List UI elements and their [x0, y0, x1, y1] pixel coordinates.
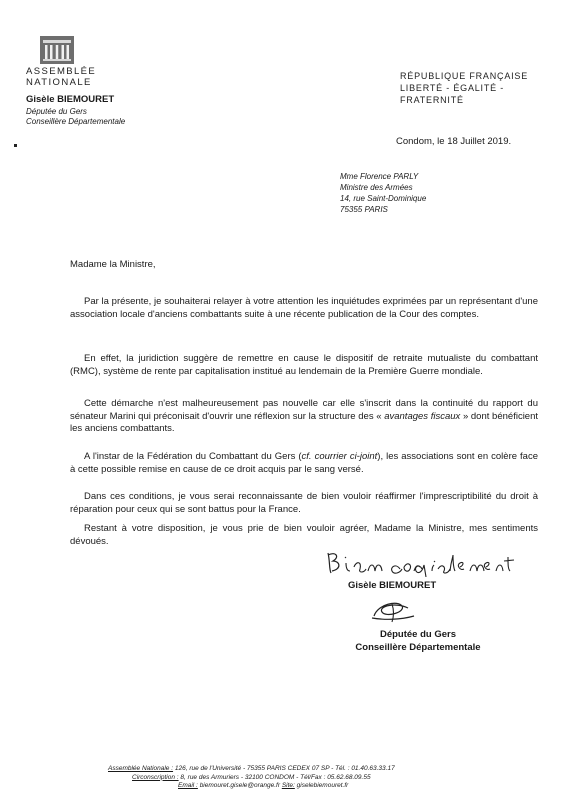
signature-mark [368, 598, 418, 624]
assembly-name: ASSEMBLÉE NATIONALE [26, 66, 97, 88]
signatory-name: Gisèle BIEMOURET [348, 580, 437, 591]
assemblee-nationale-logo [40, 36, 74, 64]
salutation: Madame la Ministre, [70, 259, 156, 270]
letter-date: Condom, le 18 Juillet 2019. [396, 136, 512, 147]
deputy-name: Gisèle BIEMOURET [26, 94, 115, 105]
handwritten-closing [324, 549, 524, 577]
paragraph-6: Restant à votre disposition, je vous prie de bien vouloir agréer, Madame la Ministre, mes sentiments dévoués. [70, 523, 538, 547]
republic-header: RÉPUBLIQUE FRANÇAISE LIBERTÉ - ÉGALITÉ - FRATERNITÉ [400, 71, 529, 105]
footer-line-assembly: Assemblée Nationale : 126, rue de l'Université - 75355 PARIS CEDEX 07 SP - Tél. : 01.40.63.33.17 [108, 765, 395, 772]
margin-mark [14, 144, 17, 147]
paragraph-4: A l'instar de la Fédération du Combattant du Gers (cf. courrier ci-joint), les associations sont en colère face à cette possible remise en cause de ce droit acquis par le sang versé. [70, 451, 538, 475]
paragraph-5: Dans ces conditions, je vous serai reconnaissante de bien vouloir réaffirmer l'imprescriptibilité du droit à réparation pour ceux qui se sont battus pour la France. [70, 491, 538, 515]
signatory-title: Députée du Gers Conseillère Départementale [355, 629, 481, 653]
deputy-roles: Députée du Gers Conseillère Départementale [26, 107, 126, 126]
footer-contact [108, 765, 395, 791]
paragraph-3: Cette démarche n'est malheureusement pas nouvelle car elle s'inscrit dans la continuité du rapport du sénateur Marini qui préconisait d'ouvrir une réflexion sur la structure des « avantages fiscaux » dont bénéficient les anciens combattants. [70, 398, 539, 434]
footer-line-circonscription: Circonscription : 8, rue des Armuriers - 32100 CONDOM - Tél/Fax : 05.62.68.09.55 [132, 773, 371, 781]
recipient-block: Mme Florence PARLY Ministre des Armées 14, rue Saint-Dominique 75355 PARIS [340, 172, 427, 214]
footer-line-email: Email : biemouret.gisele@orange.fr Site: giselebiemouret.fr [178, 782, 349, 789]
paragraph-2: En effet, la juridiction suggère de remettre en cause le dispositif de retraite mutualiste du combattant (RMC), système de rente par capitalisation institué au lendemain de la Première Guerre mondiale. [70, 353, 538, 377]
paragraph-1: Par la présente, je souhaiterai relayer à votre attention les inquiétudes exprimées par un représentant d'une association locale d'anciens combattants suite à une récente publication de la Cour des comptes. [70, 296, 538, 320]
